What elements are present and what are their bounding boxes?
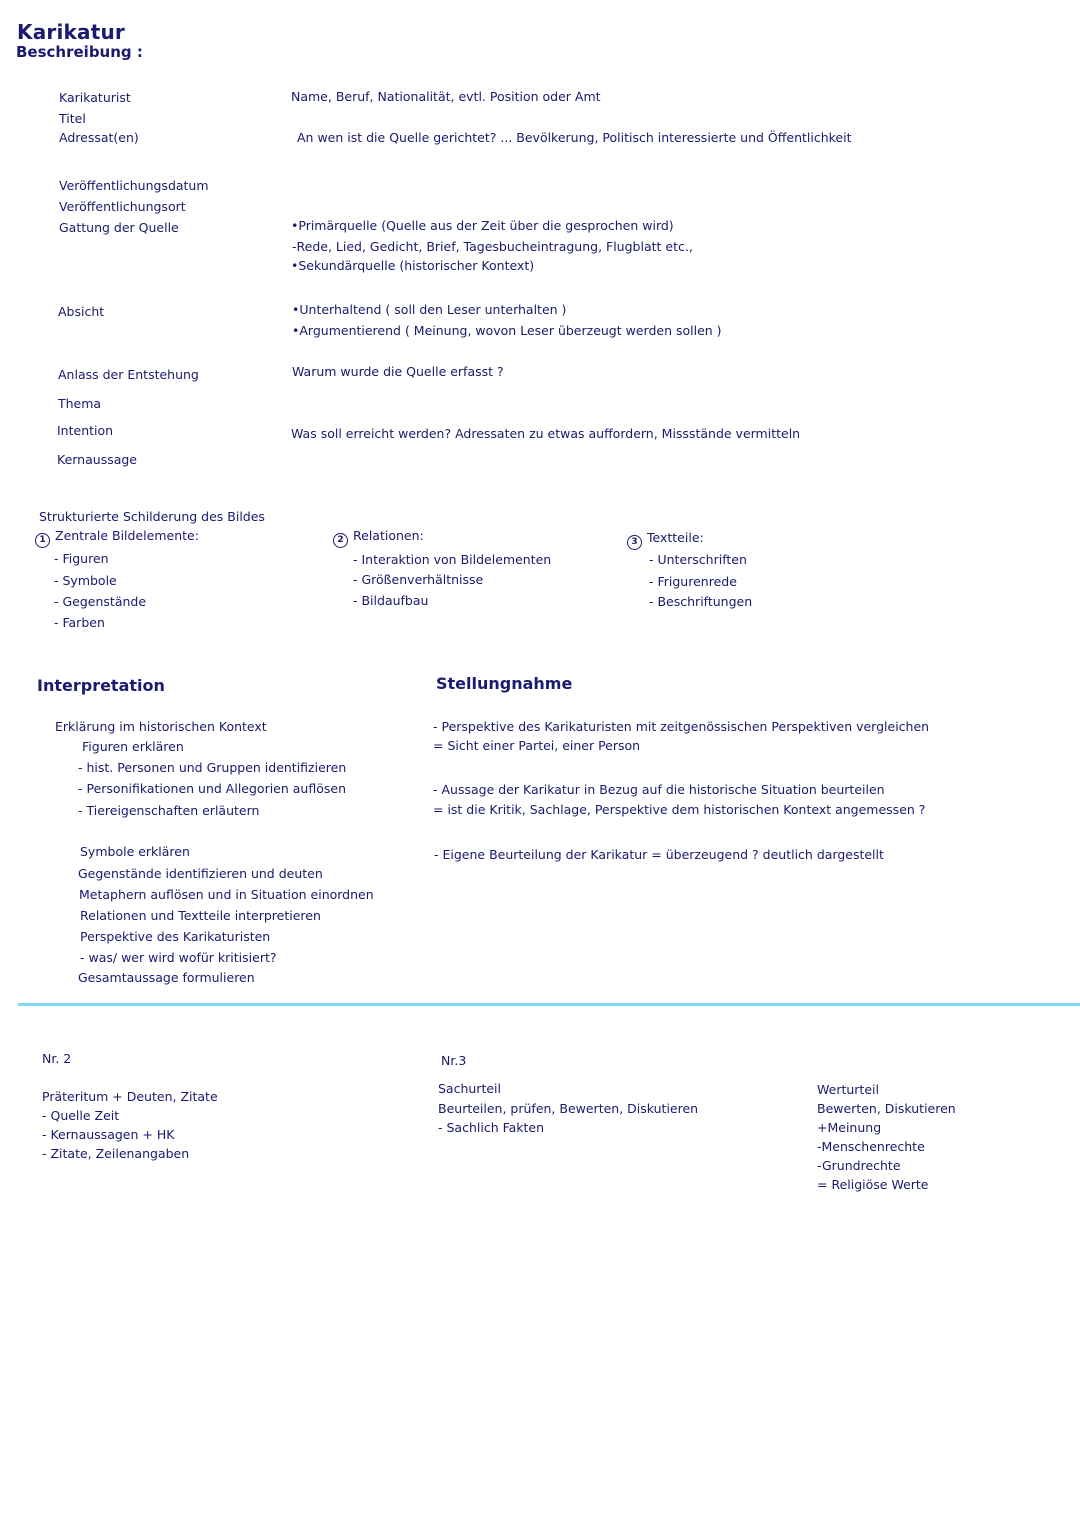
page-title: Karikatur (17, 20, 125, 44)
list-item: - Figuren (54, 551, 109, 566)
interpretation-title: Interpretation (37, 676, 165, 695)
list-item: Präteritum + Deuten, Zitate (42, 1089, 218, 1104)
list-item: Bewerten, Diskutieren (817, 1101, 956, 1116)
number-badge-1: 1 (35, 533, 50, 548)
list-item: - Perspektive des Karikaturisten mit zeitgenössischen Perspektiven vergleichen (433, 719, 930, 734)
list-item: = Sicht einer Partei, einer Person (433, 738, 641, 753)
value-intention: Was soll erreicht werden? Adressaten zu etwas auffordern, Missstände vermitteln (291, 426, 801, 441)
value-adressaten: An wen ist die Quelle gerichtet? ... Bevölkerung, Politisch interessierte und Öffentlichkeit (297, 130, 852, 145)
list-item: - Symbole (54, 573, 117, 588)
list-item: - Gegenstände (54, 594, 147, 609)
list-item: - Eigene Beurteilung der Karikatur = überzeugend ? deutlich dargestellt (434, 847, 884, 862)
label-intention: Intention (57, 423, 114, 438)
section-divider (18, 1003, 1080, 1006)
list-item: - Farben (54, 615, 105, 630)
label-datum: Veröffentlichungsdatum (59, 178, 209, 193)
list-item: - Zitate, Zeilenangaben (42, 1146, 190, 1161)
list-item: - Tiereigenschaften erläutern (78, 803, 260, 818)
list-item: = ist die Kritik, Sachlage, Perspektive dem historischen Kontext angemessen ? (433, 802, 926, 817)
value-primaerquelle: •Primärquelle (Quelle aus der Zeit über die gesprochen wird) (291, 218, 674, 233)
list-item: - hist. Personen und Gruppen identifizieren (78, 760, 347, 775)
list-item: Werturteil (817, 1082, 879, 1097)
label-titel: Titel (59, 111, 86, 126)
list-item: - Quelle Zeit (42, 1108, 120, 1123)
list-item: - Interaktion von Bildelementen (353, 552, 552, 567)
label-absicht: Absicht (58, 304, 105, 319)
label-adressaten: Adressat(en) (59, 130, 139, 145)
list-item: Figuren erklären (82, 739, 184, 754)
list-item: - Personifikationen und Allegorien auflösen (78, 781, 346, 796)
value-unterhaltend: •Unterhaltend ( soll den Leser unterhalten ) (292, 302, 567, 317)
list-item: - Kernaussagen + HK (42, 1127, 175, 1142)
page-subtitle: Beschreibung : (16, 43, 143, 61)
list-item: - Bildaufbau (353, 593, 429, 608)
nr3-title: Nr.3 (441, 1053, 467, 1068)
list-item: = Religiöse Werte (817, 1177, 929, 1192)
number-badge-2: 2 (333, 533, 348, 548)
value-argumentierend: •Argumentierend ( Meinung, wovon Leser überzeugt werden sollen ) (292, 323, 722, 338)
value-gattung-beispiele: -Rede, Lied, Gedicht, Brief, Tagesbucheintragung, Flugblatt etc., (292, 239, 693, 254)
list-item: Metaphern auflösen und in Situation einordnen (79, 887, 374, 902)
list-item: Gegenstände identifizieren und deuten (78, 866, 323, 881)
schilderung-title: Strukturierte Schilderung des Bildes (39, 509, 265, 524)
list-item: Beurteilen, prüfen, Bewerten, Diskutieren (438, 1101, 699, 1116)
label-anlass: Anlass der Entstehung (58, 367, 199, 382)
schilderung-heading-3: 3 Textteile: (627, 532, 704, 550)
list-item: - was/ wer wird wofür kritisiert? (80, 950, 277, 965)
nr2-title: Nr. 2 (42, 1051, 72, 1066)
label-ort: Veröffentlichungsort (59, 199, 186, 214)
list-item: Sachurteil (438, 1081, 501, 1096)
value-karikaturist: Name, Beruf, Nationalität, evtl. Position oder Amt (291, 89, 601, 104)
number-badge-3: 3 (627, 535, 642, 550)
list-item: - Sachlich Fakten (438, 1120, 545, 1135)
schilderung-heading-1: 1 Zentrale Bildelemente: (35, 530, 199, 548)
list-item: - Unterschriften (649, 552, 747, 567)
list-item: +Meinung (817, 1120, 882, 1135)
list-item: Gesamtaussage formulieren (78, 970, 255, 985)
list-item: Relationen und Textteile interpretieren (80, 908, 321, 923)
label-gattung: Gattung der Quelle (59, 220, 179, 235)
value-anlass: Warum wurde die Quelle erfasst ? (292, 364, 504, 379)
label-kernaussage: Kernaussage (57, 452, 137, 467)
list-item: Symbole erklären (80, 844, 190, 859)
list-item: -Grundrechte (817, 1158, 901, 1173)
label-thema: Thema (58, 396, 102, 411)
schilderung-heading-2: 2 Relationen: (333, 530, 424, 548)
list-item: Perspektive des Karikaturisten (80, 929, 271, 944)
stellungnahme-title: Stellungnahme (436, 674, 573, 693)
list-item: -Menschenrechte (817, 1139, 925, 1154)
list-item: - Beschriftungen (649, 594, 753, 609)
value-sekundaerquelle: •Sekundärquelle (historischer Kontext) (291, 258, 535, 273)
list-item: Erklärung im historischen Kontext (55, 719, 267, 734)
list-item: - Größenverhältnisse (353, 572, 484, 587)
list-item: - Frigurenrede (649, 574, 737, 589)
label-karikaturist: Karikaturist (59, 90, 131, 105)
list-item: - Aussage der Karikatur in Bezug auf die historische Situation beurteilen (433, 782, 885, 797)
